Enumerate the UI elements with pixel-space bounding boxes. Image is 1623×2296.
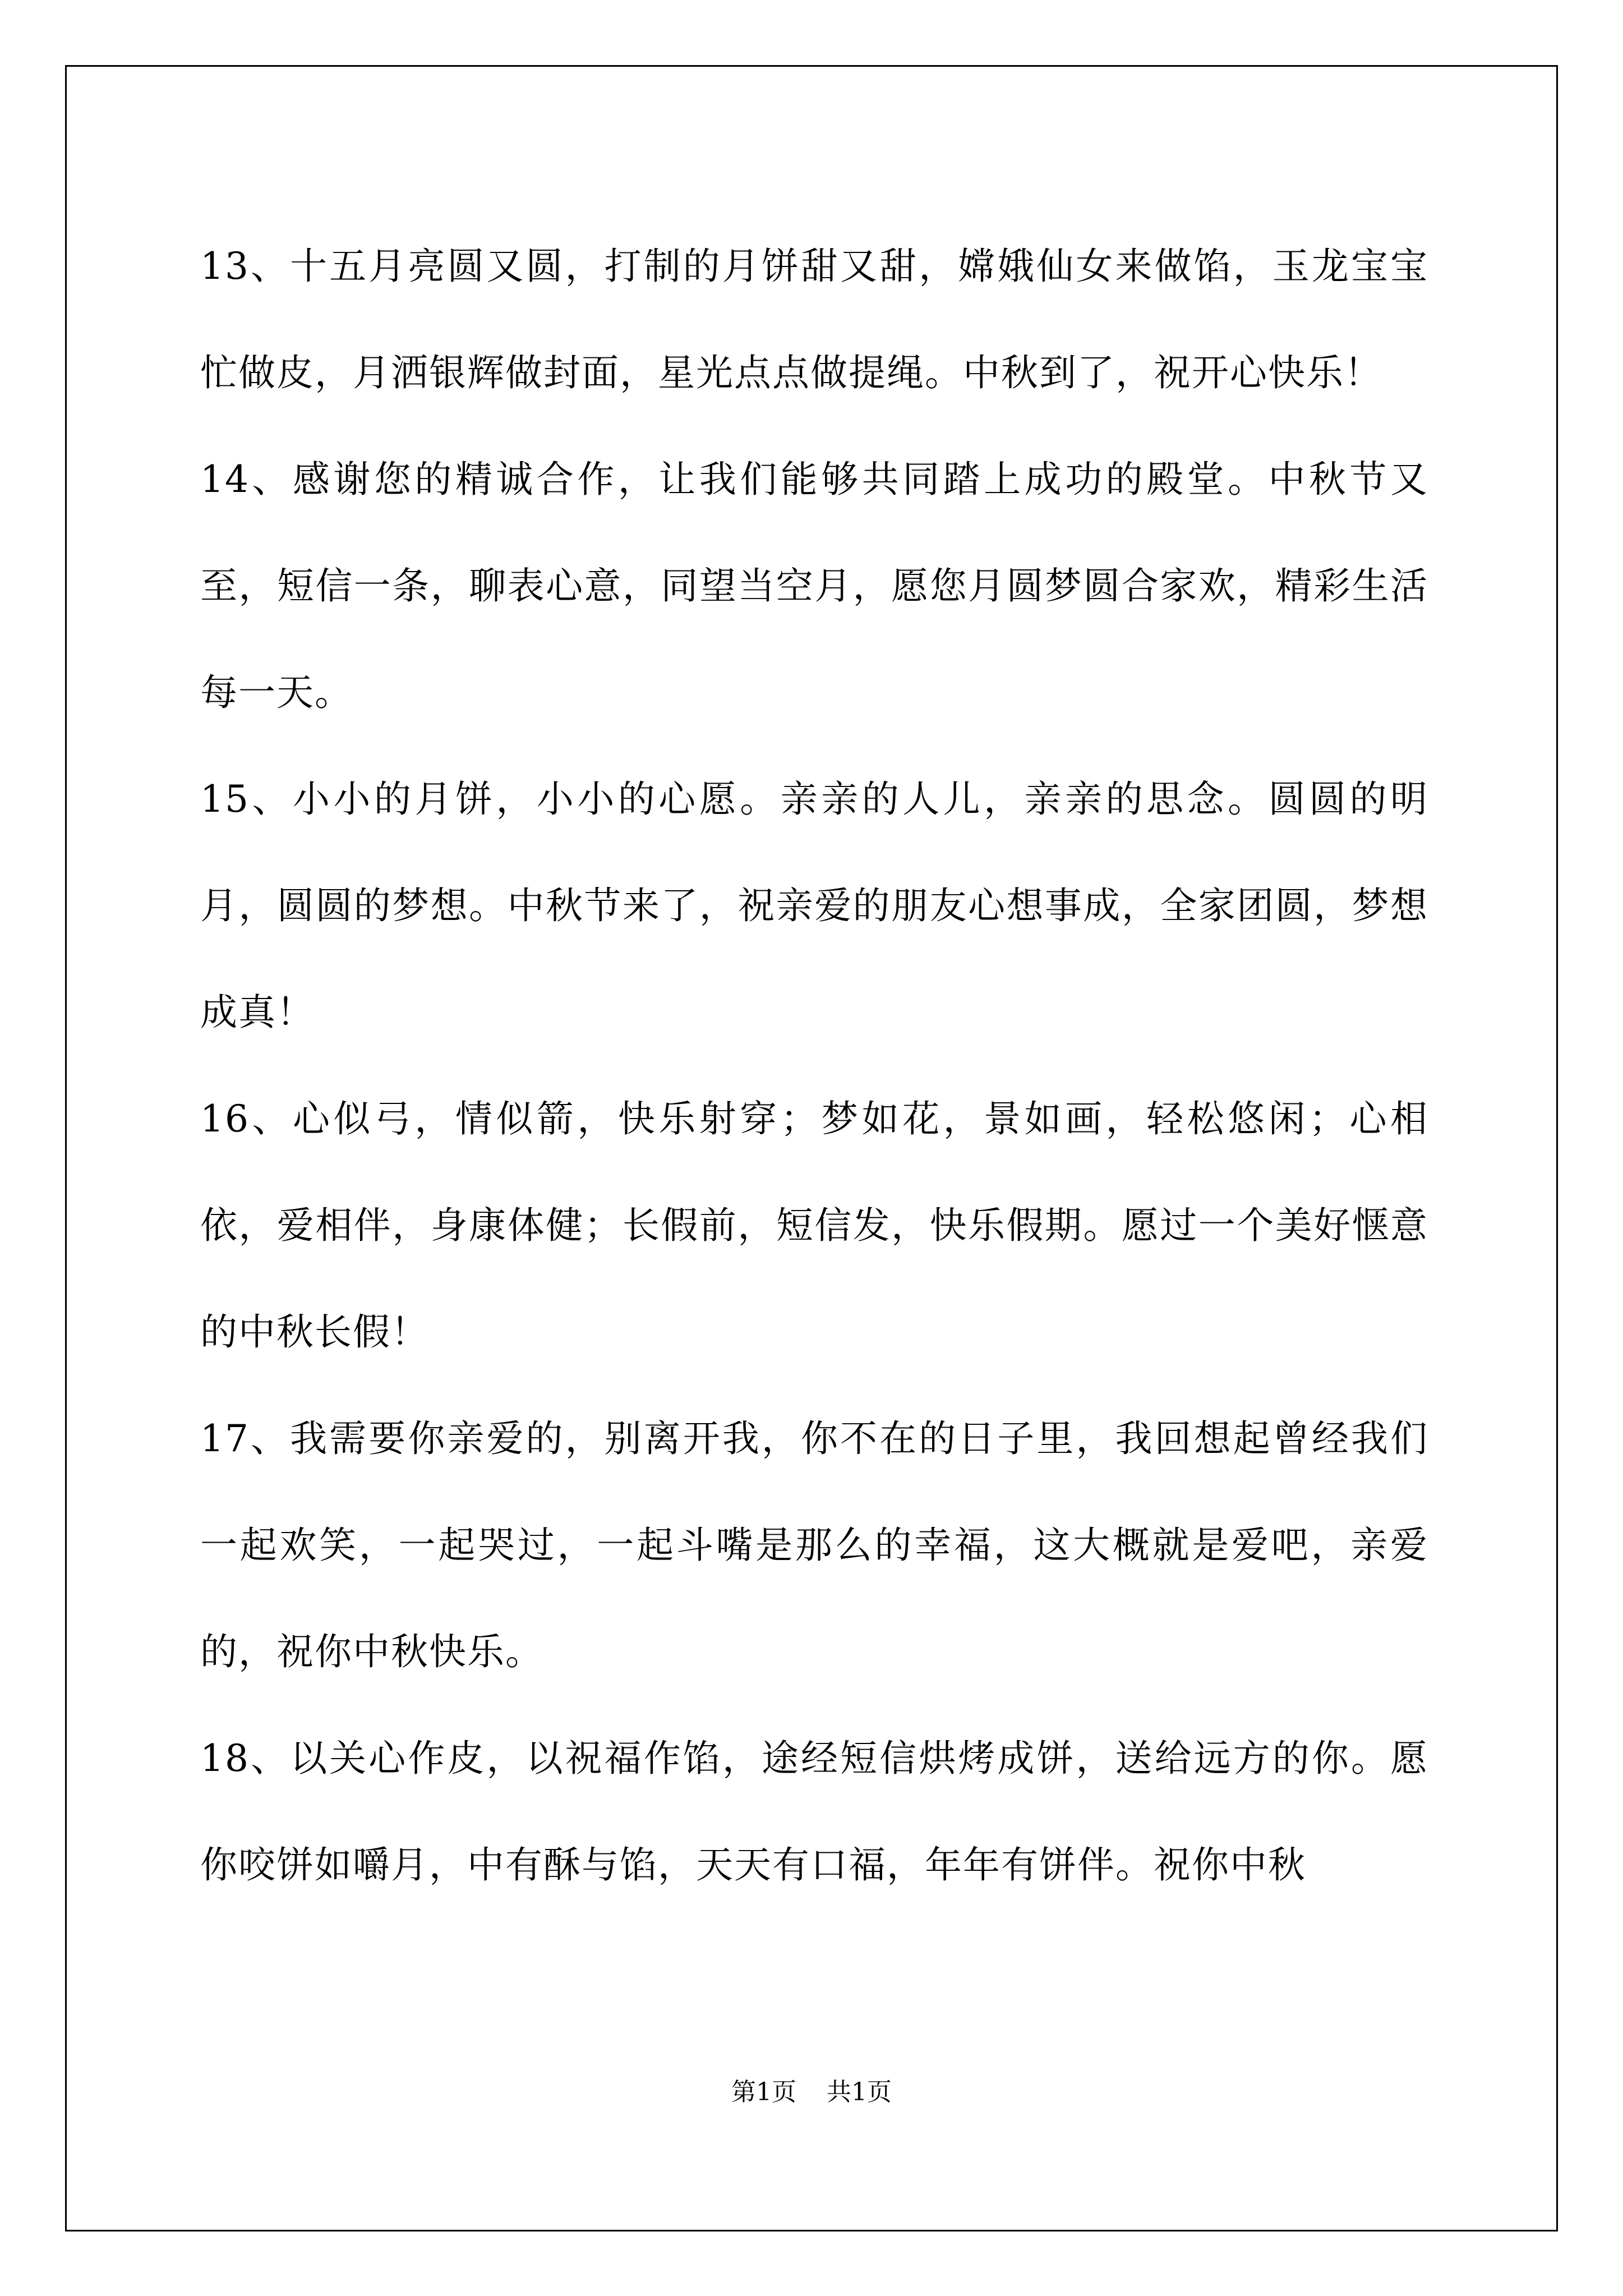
page-number: 第1页 bbox=[731, 2078, 796, 2106]
page-footer bbox=[0, 2076, 1623, 2109]
paragraph-13: 13、十五月亮圆又圆，打制的月饼甜又甜，嫦娥仙女来做馅，玉龙宝宝忙做皮，月洒银辉做封面，星光点点做提绳。中秋到了，祝开心快乐！ bbox=[200, 245, 1428, 394]
paragraph-17: 17、我需要你亲爱的，别离开我，你不在的日子里，我回想起曾经我们一起欢笑，一起哭过，一起斗嘴是那么的幸福，这大概就是爱吧，亲爱的，祝你中秋快乐。 bbox=[200, 1417, 1428, 1673]
paragraph-18: 18、以关心作皮，以祝福作馅，途经短信烘烤成饼，送给远方的你。愿你咬饼如嚼月，中有酥与馅，天天有口福，年年有饼伴。祝你中秋 bbox=[200, 1737, 1428, 1887]
document-body bbox=[200, 213, 1428, 1918]
page-total: 共1页 bbox=[827, 2078, 892, 2106]
paragraph-16: 16、心似弓，情似箭，快乐射穿；梦如花，景如画，轻松悠闲；心相依，爱相伴，身康体健；长假前，短信发，快乐假期。愿过一个美好惬意的中秋长假！ bbox=[200, 1097, 1428, 1354]
paragraph-14: 14、感谢您的精诚合作，让我们能够共同踏上成功的殿堂。中秋节又至，短信一条，聊表心意，同望当空月，愿您月圆梦圆合家欢，精彩生活每一天。 bbox=[200, 458, 1428, 714]
paragraph-15: 15、小小的月饼，小小的心愿。亲亲的人儿，亲亲的思念。圆圆的明月，圆圆的梦想。中秋节来了，祝亲爱的朋友心想事成，全家团圆，梦想成真！ bbox=[200, 777, 1428, 1034]
